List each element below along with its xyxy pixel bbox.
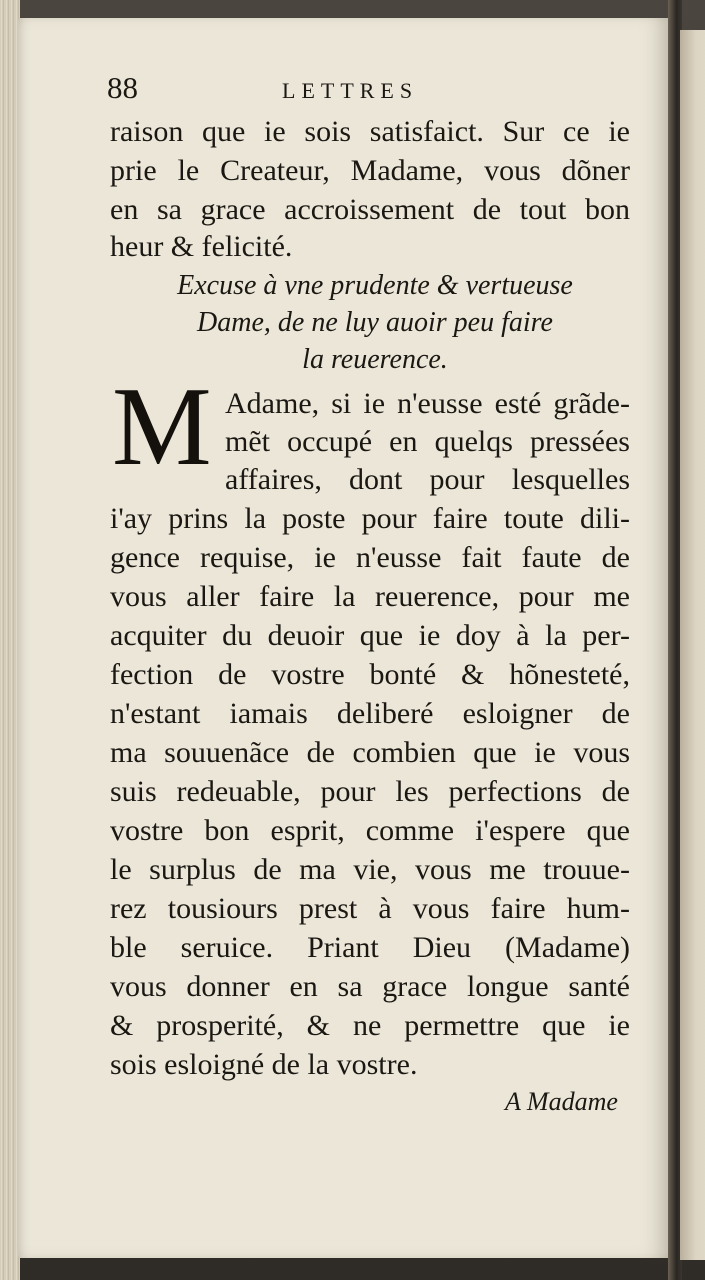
text-line: & prosperité, & ne permettre que ie bbox=[110, 1009, 630, 1042]
text-line: acquiter du deuoir que ie doy à la per- bbox=[110, 619, 630, 652]
text-line: mẽt occupé en quelqs pressées bbox=[225, 425, 630, 458]
page-number: 88 bbox=[107, 70, 138, 105]
facing-page-edge bbox=[680, 30, 705, 1260]
text-line: vous aller faire la reuerence, pour me bbox=[110, 580, 630, 613]
text-line: fection de vostre bonté & hõnesteté, bbox=[110, 658, 630, 691]
text-line: raison que ie sois satisfaict. Sur ce ie bbox=[110, 115, 630, 148]
page-fore-edge bbox=[0, 0, 20, 1280]
running-title: LETTRES bbox=[282, 78, 419, 103]
text-line: n'estant iamais deliberé esloigner de bbox=[110, 697, 630, 730]
heading-line: la reuerence. bbox=[302, 344, 448, 375]
text-line: gence requise, ie n'eusse fait faute de bbox=[110, 541, 630, 574]
text-line: affaires, dont pour lesquelles bbox=[225, 463, 630, 496]
text-line: rez tousiours prest à vous faire hum- bbox=[110, 892, 630, 925]
text-line: en sa grace accroissement de tout bon bbox=[110, 193, 630, 226]
text-line: heur & felicité. bbox=[110, 230, 293, 263]
text-line: suis redeuable, pour les perfections de bbox=[110, 775, 630, 808]
drop-cap-initial: M bbox=[112, 365, 212, 489]
heading-line: Dame, de ne luy auoir peu faire bbox=[197, 307, 553, 338]
text-line: vostre bon esprit, comme i'espere que bbox=[110, 814, 630, 847]
running-head bbox=[107, 70, 637, 114]
heading-line: Excuse à vne prudente & vertueuse bbox=[177, 270, 573, 301]
text-line: vous donner en sa grace longue santé bbox=[110, 970, 630, 1003]
catchword: A Madame bbox=[505, 1087, 618, 1116]
text-line: prie le Createur, Madame, vous dõner bbox=[110, 154, 630, 187]
text-line: ma souuenãce de combien que ie vous bbox=[110, 736, 630, 769]
text-line: ble seruice. Priant Dieu (Madame) bbox=[110, 931, 630, 964]
text-line: le surplus de ma vie, vous me trouue- bbox=[110, 853, 630, 886]
text-line: Adame, si ie n'eusse esté grãde- bbox=[225, 387, 630, 420]
text-line: sois esloigné de la vostre. bbox=[110, 1048, 418, 1081]
text-line: i'ay prins la poste pour faire toute dili- bbox=[110, 502, 630, 535]
